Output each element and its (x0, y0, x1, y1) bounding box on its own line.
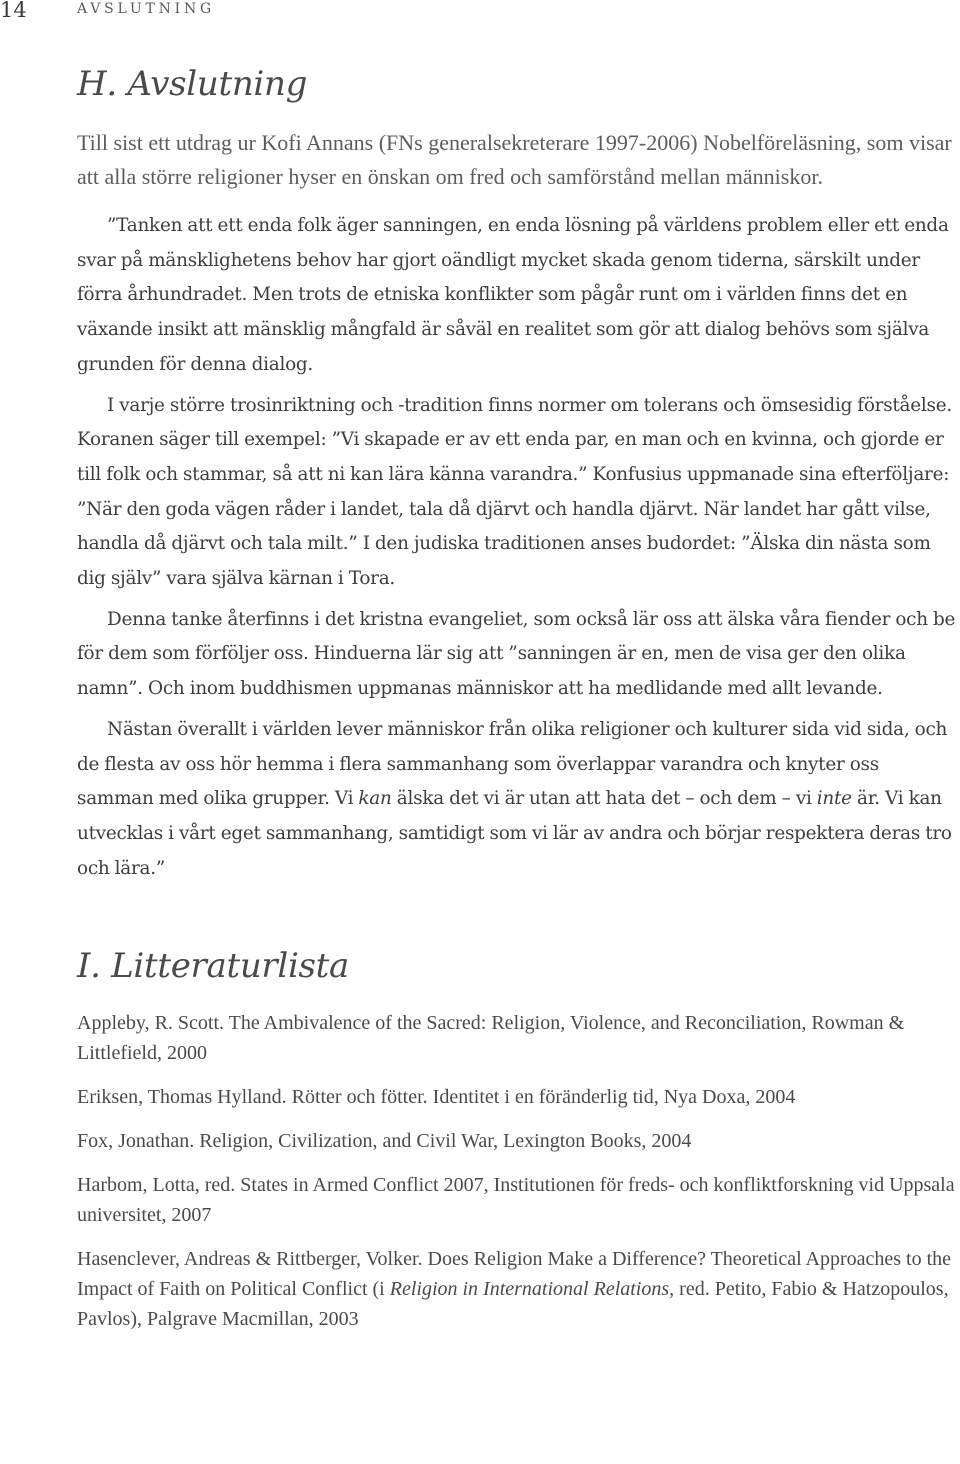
reference-item: Eriksen, Thomas Hylland. Rötter och fötter. Identitet i en föränderlig tid, Nya Doxa, 2004 (77, 1086, 796, 1109)
reference-item: Harbom, Lotta, red. States in Armed Conflict 2007, Institutionen för freds- och konfliktforskning vid Uppsala universitet, 2007 (77, 1174, 955, 1227)
section-litteraturlista (77, 944, 957, 1334)
reference-item: Appleby, R. Scott. The Ambivalence of the Sacred: Religion, Violence, and Reconciliation, Rowman & Littlefield, 2000 (77, 1012, 905, 1065)
quote-paragraph: Denna tanke återfinns i det kristna evangeliet, som också lär oss att älska våra fiender och be för dem som förföljer oss. Hinduerna lär sig att ”sanningen är en, men de visa ger den olika namn”. Och inom buddhismen uppmanas människor att ha medlidande med allt levande. (77, 608, 956, 700)
quote-paragraph: I varje större trosinriktning och -tradition finns normer om tolerans och ömsesidig förståelse. Koranen säger till exempel: ”Vi skapade er av ett enda par, en man och en kvinna, och gjorde er till folk och stammar, så att ni kan lära känna varandra.” Konfusius uppmanade sina efterföljare: ”När den goda vägen råder i landet, tala då djärvt och handla djärvt. När landet har gått vilse, handla då djärvt och tala milt.” I den judiska traditionen anses budordet: ”Älska din nästa som dig själv” vara själva kärnan i Tora. (77, 394, 952, 590)
quote-emphasis: kan (358, 788, 392, 810)
annan-quote (77, 209, 957, 886)
reference-list (77, 1008, 957, 1334)
page-number: 14 (0, 0, 27, 22)
reference-book-title: Religion in International Relations (389, 1278, 670, 1301)
quote-text: Nästan överallt i världen lever människor från olika religioner och kulturer sida vid sida, och de flesta av oss hör hemma i flera sammanhang som överlappar varandra och knyter oss samman med olika grupper. Vi (77, 718, 948, 810)
quote-paragraph: ”Tanken att ett enda folk äger sanningen, en enda lösning på världens problem eller ett enda svar på mänsklighetens behov har gjort oändligt mycket skada genom tiderna, särskilt under förra århundradet. Men trots de etniska konflikter som pågår runt om i världen finns det en växande insikt att mänsklig mångfald är såväl en realitet som gör att dialog behövs som själva grunden för denna dialog. (77, 215, 949, 375)
running-title: AVSLUTNING (77, 1, 215, 17)
quote-text: älska det vi är utan att hata det – och dem – vi (391, 788, 817, 810)
section-heading-avslutning: H. Avslutning (77, 64, 308, 104)
reference-item: Fox, Jonathan. Religion, Civilization, and Civil War, Lexington Books, 2004 (77, 1130, 692, 1153)
reference-text: Hasenclever, Andreas & Rittberger, Volker. Does Religion Make a Difference? Theoretical Approaches to the Impact of Faith on Political Conflict (i (77, 1248, 952, 1301)
running-head (0, 0, 960, 24)
quote-text: är. Vi kan utvecklas i vårt eget sammanhang, samtidigt som vi lär av andra och börjar respektera deras tro och lära.” (77, 788, 952, 879)
intro-paragraph: Till sist ett utdrag ur Kofi Annans (FNs generalsekreterare 1997-2006) Nobelföreläsning, som visar att alla större religioner hyser en önskan om fred och samförstånd mellan människor. (77, 130, 952, 189)
page-content (77, 62, 957, 1348)
reference-text: , red. Petito, Fabio & Hatzopoulos, Pavlos), Palgrave Macmillan, 2003 (77, 1278, 949, 1331)
quote-emphasis: inte (816, 788, 852, 810)
section-avslutning (77, 62, 957, 886)
section-heading-litteraturlista: I. Litteraturlista (77, 946, 350, 987)
reference-item (77, 1244, 957, 1334)
quote-paragraph (77, 713, 957, 887)
